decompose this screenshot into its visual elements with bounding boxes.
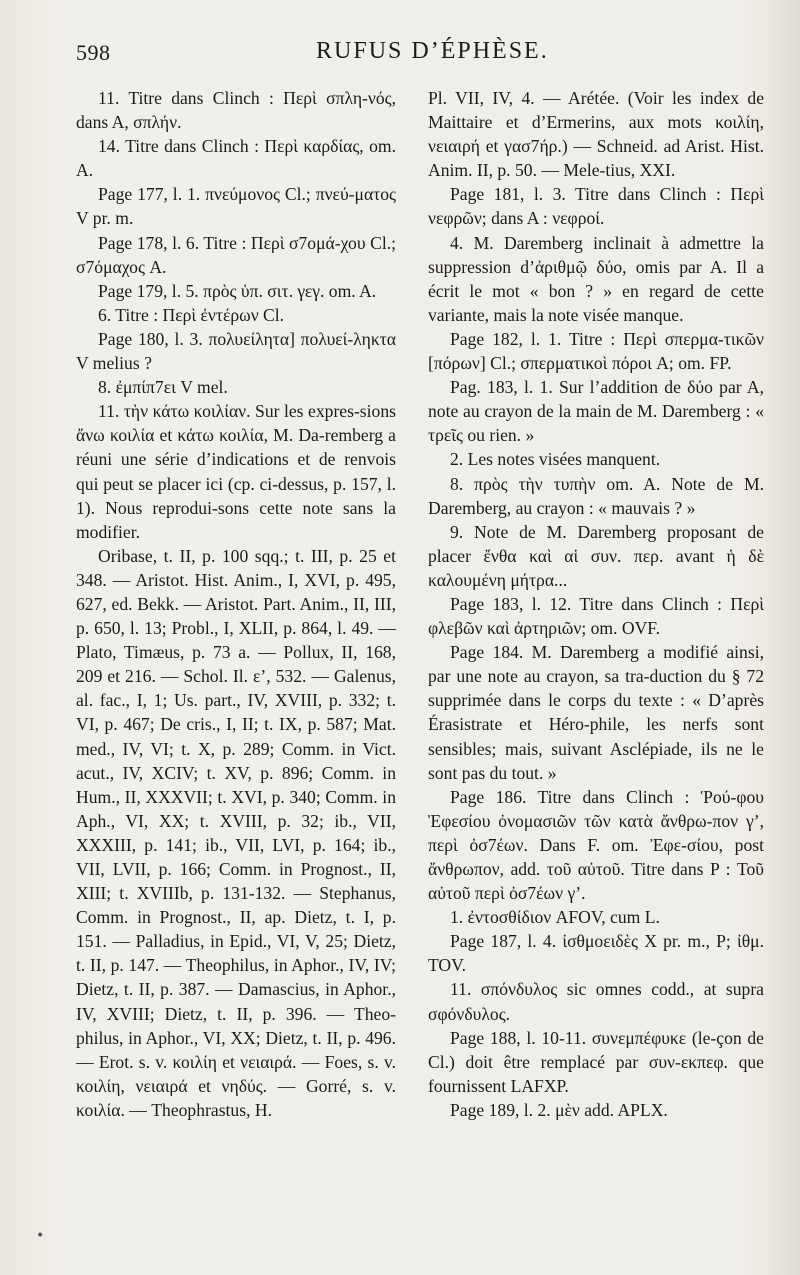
right-column-paragraph: Page 188, l. 10-11. συνεμπέφυκε (le-çon de Cl.) doit être remplacé par συν-εκπεφ. que fournissent LAFXP. bbox=[428, 1027, 764, 1096]
running-title: RUFUS D’ÉPHÈSE. bbox=[316, 38, 549, 64]
left-column bbox=[76, 86, 396, 1122]
left-column-paragraph: 11. Titre dans Clinch : Περὶ σπλη-νός, dans A, σπλήν. bbox=[76, 88, 396, 133]
left-column-paragraph: 14. Titre dans Clinch : Περὶ καρδίας, om. A. bbox=[76, 136, 396, 181]
right-column-paragraph: Pl. VII, IV, 4. — Arétée. (Voir les index de Maittaire et d’Ermerins, aux mots κοιλίη, νειαιρή et γασ7ήρ.) — Schneid. ad Arist. Hist. Anim. II, p. 50. — Mele-tius, XXI. bbox=[428, 88, 764, 181]
right-column-paragraph: 11. σπόνδυλος sic omnes codd., at supra σφόνδυλος. bbox=[428, 979, 764, 1024]
right-column-paragraph: Pag. 183, l. 1. Sur l’addition de δύο par A, note au crayon de la main de M. Daremberg : « τρεῖς ou rien. » bbox=[428, 377, 764, 446]
footer-mark: • bbox=[36, 1228, 45, 1244]
right-column-paragraph: Page 187, l. 4. ἰσθμοειδὲς X pr. m., P; ἰθμ. TOV. bbox=[428, 931, 764, 976]
right-column-paragraph: 1. ἐντοσθίδιον AFOV, cum L. bbox=[450, 907, 660, 928]
right-column-paragraph: 9. Note de M. Daremberg proposant de placer ἔνθα καὶ αἱ συν. περ. avant ἡ δὲ καλουμένη μήτρα... bbox=[428, 521, 764, 590]
left-column-paragraph: 8. ἐμπίπ7ει V mel. bbox=[98, 377, 228, 398]
left-column-paragraph: Page 177, l. 1. πνεύμονος Cl.; πνεύ-ματος V pr. m. bbox=[76, 184, 396, 229]
page-header bbox=[76, 34, 772, 74]
right-column-paragraph: Page 189, l. 2. μὲν add. APLX. bbox=[450, 1099, 668, 1120]
page-edge-shadow bbox=[764, 0, 800, 1275]
right-column-paragraph: 2. Les notes visées manquent. bbox=[450, 449, 661, 470]
right-column-paragraph: Page 181, l. 3. Titre dans Clinch : Περὶ νεφρῶν; dans A : νεφροί. bbox=[428, 184, 764, 229]
right-column-paragraph: 8. πρὸς τὴν τυπὴν om. A. Note de M. Daremberg, au crayon : « mauvais ? » bbox=[428, 473, 764, 518]
right-column-paragraph: Page 183, l. 12. Titre dans Clinch : Περὶ φλεβῶν καὶ ἀρτηριῶν; om. OVF. bbox=[428, 593, 764, 639]
left-column-paragraph: Page 180, l. 3. πολυείλητα] πολυεί-ληκτα V melius ? bbox=[76, 328, 396, 374]
left-column-paragraph: Page 178, l. 6. Titre : Περὶ σ7ομά-χου Cl.; σ7όμαχος A. bbox=[76, 232, 396, 277]
right-column bbox=[428, 86, 764, 1122]
right-column-paragraph: Page 186. Titre dans Clinch : Ῥού-φου Ἐφεσίου ὀνομασιῶν τῶν κατὰ ἄνθρω-πον γ’, περὶ ὀσ7έων. Dans F. om. Ἐφε-σίου, post ἄνθρωπον, add. τοῦ αὐτοῦ. Titre dans P : Τοῦ αὐτοῦ περὶ ὀσ7έων γ’. bbox=[428, 786, 764, 904]
left-column-paragraph: Page 179, l. 5. πρὸς ὑπ. σιτ. γεγ. om. A. bbox=[98, 280, 377, 301]
right-column-paragraph: 4. M. Daremberg inclinait à admettre la suppression d’ἀριθμῷ δύο, omis par A. Il a écrit le mot « bon ? » en regard de cette variante, mais la note visée manque. bbox=[428, 232, 764, 325]
right-column-paragraph: Page 184. M. Daremberg a modifié ainsi, par une note au crayon, sa tra-duction du § 72 supprimée dans le corps du texte : « D’après Érasistrate et Héro-phile, les nerfs sont sensibles; mais, suivant Asclépiade, ils ne le sont pas du tout. » bbox=[428, 642, 764, 783]
left-column-paragraph: 6. Titre : Περὶ ἐντέρων Cl. bbox=[98, 304, 285, 325]
left-column-paragraph: 11. τὴν κάτω κοιλίαν. Sur les expres-sions ἄνω κοιλία et κάτω κοιλία, M. Da-remberg a réuni une série d’indications et de renvois qui peut se placer ici (cp. ci-dessus, p. 157, l. 1). Nous reprodui-sons cette note sans la modifier. bbox=[76, 401, 396, 542]
right-column-paragraph: Page 182, l. 1. Titre : Περὶ σπερμα-τικῶν [πόρων] Cl.; σπερματικοὶ πόροι A; om. FP. bbox=[428, 328, 764, 374]
page-number: 598 bbox=[76, 40, 111, 65]
left-column-paragraph: Oribase, t. II, p. 100 sqq.; t. III, p. 25 et 348. — Aristot. Hist. Anim., I, XVI, p. 495, 627, ed. Bekk. — Aristot. Part. Anim., II, III, p. 650, l. 13; Probl., I, XLII, p. 864, l. 49. — Plato, Timæus, p. 73 a. — Pollux, II, 168, 209 et 216. — Schol. Il. ε’, 532. — Galenus, al. fac., I, 1; Us. part., IV, XVIII, p. 332; t. VI, p. 467; De cris., I, II; t. IX, p. 587; Mat. med., IV, VI; t. X, p. 289; Comm. in Vict. acut., IV, XCIV; t. XV, p. 896; Comm. in Hum., II, XXXVII; t. XVI, p. 340; Comm. in Aph., VI, XX; t. XVIII, p. 32; ib., VII, XXXIII, p. 141; ib., VII, LVI, p. 164; ib., VII, LVII, p. 166; Comm. in Prognost., II, XIII; t. XVIIIb, p. 131-132. — Stephanus, Comm. in Prognost., II, ap. Dietz, t. I, p. 151. — Palladius, in Epid., VI, V, 25; Dietz, t. II, p. 147. — Theophilus, in Aphor., IV, IV; Dietz, t. II, p. 387. — Damascius, in Aphor., IV, XVIII; Dietz, t. II, p. 396. — Theo-philus, in Aphor., VI, XX; Dietz, t. II, p. 496. — Erot. s. v. κοιλίη et νειαιρά. — Foes, s. v. κοιλίη, νειαιρά et νηδύς. — Gorré, s. v. κοιλία. — Theophrastus, H. bbox=[76, 545, 396, 1120]
